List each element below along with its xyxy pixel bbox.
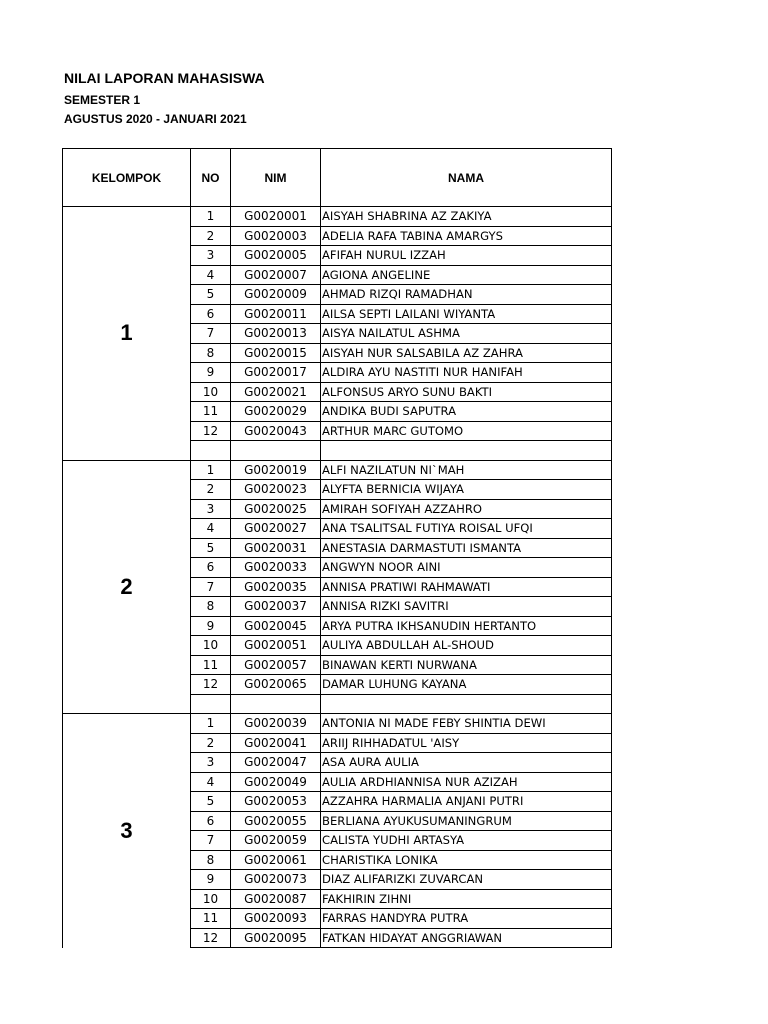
student-nim: G0020045: [231, 616, 321, 636]
group-label: 1: [63, 207, 191, 461]
row-number: 6: [191, 304, 231, 324]
empty-cell: [321, 694, 612, 714]
student-nim: G0020001: [231, 207, 321, 227]
student-name: AGIONA ANGELINE: [321, 265, 612, 285]
row-number: 9: [191, 616, 231, 636]
row-number: 11: [191, 909, 231, 929]
row-number: 6: [191, 811, 231, 831]
student-name: DAMAR LUHUNG KAYANA: [321, 675, 612, 695]
student-name: AULIA ARDHIANNISA NUR AZIZAH: [321, 772, 612, 792]
student-name: BERLIANA AYUKUSUMANINGRUM: [321, 811, 612, 831]
student-name: ANNISA RIZKI SAVITRI: [321, 597, 612, 617]
student-name: ALFI NAZILATUN NI`MAH: [321, 460, 612, 480]
student-name: ALFONSUS ARYO SUNU BAKTI: [321, 382, 612, 402]
row-number: 1: [191, 714, 231, 734]
student-name: AISYAH SHABRINA AZ ZAKIYA: [321, 207, 612, 227]
student-name: ARIIJ RIHHADATUL 'AISY: [321, 733, 612, 753]
student-nim: G0020049: [231, 772, 321, 792]
row-number: 5: [191, 792, 231, 812]
student-nim: G0020035: [231, 577, 321, 597]
student-name: ALDIRA AYU NASTITI NUR HANIFAH: [321, 363, 612, 383]
row-number: 2: [191, 226, 231, 246]
row-number: 1: [191, 460, 231, 480]
row-number: 3: [191, 753, 231, 773]
row-number: 4: [191, 265, 231, 285]
student-nim: G0020057: [231, 655, 321, 675]
student-nim: G0020051: [231, 636, 321, 656]
student-name: CHARISTIKA LONIKA: [321, 850, 612, 870]
row-number: 3: [191, 499, 231, 519]
column-header-kelompok: KELOMPOK: [63, 149, 191, 207]
student-nim: G0020087: [231, 889, 321, 909]
row-number: 8: [191, 850, 231, 870]
row-number: 12: [191, 421, 231, 441]
student-nim: G0020039: [231, 714, 321, 734]
row-number: 10: [191, 382, 231, 402]
row-number: 3: [191, 246, 231, 266]
student-name: AHMAD RIZQI RAMADHAN: [321, 285, 612, 305]
student-nim: G0020047: [231, 753, 321, 773]
student-name: FATKAN HIDAYAT ANGGRIAWAN: [321, 928, 612, 948]
student-name: ALYFTA BERNICIA WIJAYA: [321, 480, 612, 500]
row-number: 5: [191, 538, 231, 558]
student-nim: G0020011: [231, 304, 321, 324]
student-name: FAKHIRIN ZIHNI: [321, 889, 612, 909]
student-name: AULIYA ABDULLAH AL-SHOUD: [321, 636, 612, 656]
table-row: [63, 207, 612, 227]
student-nim: G0020055: [231, 811, 321, 831]
student-name: ANTONIA NI MADE FEBY SHINTIA DEWI: [321, 714, 612, 734]
row-number: 1: [191, 207, 231, 227]
student-nim: G0020031: [231, 538, 321, 558]
student-nim: G0020053: [231, 792, 321, 812]
student-name: AILSA SEPTI LAILANI WIYANTA: [321, 304, 612, 324]
row-number: 6: [191, 558, 231, 578]
student-nim: G0020037: [231, 597, 321, 617]
empty-cell: [231, 441, 321, 461]
table-row: [63, 460, 612, 480]
empty-cell: [191, 441, 231, 461]
empty-cell: [321, 441, 612, 461]
student-nim: G0020033: [231, 558, 321, 578]
row-number: 7: [191, 324, 231, 344]
student-name: AFIFAH NURUL IZZAH: [321, 246, 612, 266]
row-number: 9: [191, 870, 231, 890]
student-nim: G0020005: [231, 246, 321, 266]
student-nim: G0020017: [231, 363, 321, 383]
student-name: AMIRAH SOFIYAH AZZAHRO: [321, 499, 612, 519]
column-header-nama: NAMA: [321, 149, 612, 207]
row-number: 12: [191, 928, 231, 948]
student-name: BINAWAN KERTI NURWANA: [321, 655, 612, 675]
student-nim: G0020041: [231, 733, 321, 753]
student-name: AISYA NAILATUL ASHMA: [321, 324, 612, 344]
student-name: ANNISA PRATIWI RAHMAWATI: [321, 577, 612, 597]
table-body: [63, 207, 612, 948]
student-nim: G0020027: [231, 519, 321, 539]
student-nim: G0020013: [231, 324, 321, 344]
student-nim: G0020065: [231, 675, 321, 695]
student-name: DIAZ ALIFARIZKI ZUVARCAN: [321, 870, 612, 890]
table-header-row: [63, 149, 612, 207]
student-grade-table: [62, 148, 612, 948]
row-number: 4: [191, 772, 231, 792]
student-name: ANGWYN NOOR AINI: [321, 558, 612, 578]
student-name: ASA AURA AULIA: [321, 753, 612, 773]
student-nim: G0020003: [231, 226, 321, 246]
student-nim: G0020009: [231, 285, 321, 305]
student-name: FARRAS HANDYRA PUTRA: [321, 909, 612, 929]
row-number: 8: [191, 343, 231, 363]
row-number: 11: [191, 402, 231, 422]
student-nim: G0020059: [231, 831, 321, 851]
column-header-nim: NIM: [231, 149, 321, 207]
student-nim: G0020007: [231, 265, 321, 285]
student-name: ANA TSALITSAL FUTIYA ROISAL UFQI: [321, 519, 612, 539]
row-number: 11: [191, 655, 231, 675]
student-nim: G0020021: [231, 382, 321, 402]
empty-cell: [191, 694, 231, 714]
semester-label: SEMESTER 1: [64, 93, 141, 107]
student-name: AZZAHRA HARMALIA ANJANI PUTRI: [321, 792, 612, 812]
row-number: 10: [191, 889, 231, 909]
student-name: CALISTA YUDHI ARTASYA: [321, 831, 612, 851]
student-nim: G0020025: [231, 499, 321, 519]
row-number: 5: [191, 285, 231, 305]
student-nim: G0020073: [231, 870, 321, 890]
table-row: [63, 714, 612, 734]
row-number: 7: [191, 577, 231, 597]
student-name: ADELIA RAFA TABINA AMARGYS: [321, 226, 612, 246]
student-nim: G0020093: [231, 909, 321, 929]
student-nim: G0020029: [231, 402, 321, 422]
row-number: 7: [191, 831, 231, 851]
row-number: 2: [191, 733, 231, 753]
student-nim: G0020015: [231, 343, 321, 363]
group-label: 2: [63, 460, 191, 714]
row-number: 10: [191, 636, 231, 656]
student-nim: G0020023: [231, 480, 321, 500]
student-nim: G0020061: [231, 850, 321, 870]
row-number: 4: [191, 519, 231, 539]
student-name: AISYAH NUR SALSABILA AZ ZAHRA: [321, 343, 612, 363]
student-nim: G0020043: [231, 421, 321, 441]
column-header-no: NO: [191, 149, 231, 207]
student-name: ARYA PUTRA IKHSANUDIN HERTANTO: [321, 616, 612, 636]
period-label: AGUSTUS 2020 - JANUARI 2021: [64, 112, 247, 126]
page-title: NILAI LAPORAN MAHASISWA: [64, 70, 265, 86]
student-name: ANESTASIA DARMASTUTI ISMANTA: [321, 538, 612, 558]
student-nim: G0020019: [231, 460, 321, 480]
student-name: ARTHUR MARC GUTOMO: [321, 421, 612, 441]
row-number: 9: [191, 363, 231, 383]
student-name: ANDIKA BUDI SAPUTRA: [321, 402, 612, 422]
row-number: 12: [191, 675, 231, 695]
row-number: 8: [191, 597, 231, 617]
student-nim: G0020095: [231, 928, 321, 948]
group-label: 3: [63, 714, 191, 948]
empty-cell: [231, 694, 321, 714]
row-number: 2: [191, 480, 231, 500]
